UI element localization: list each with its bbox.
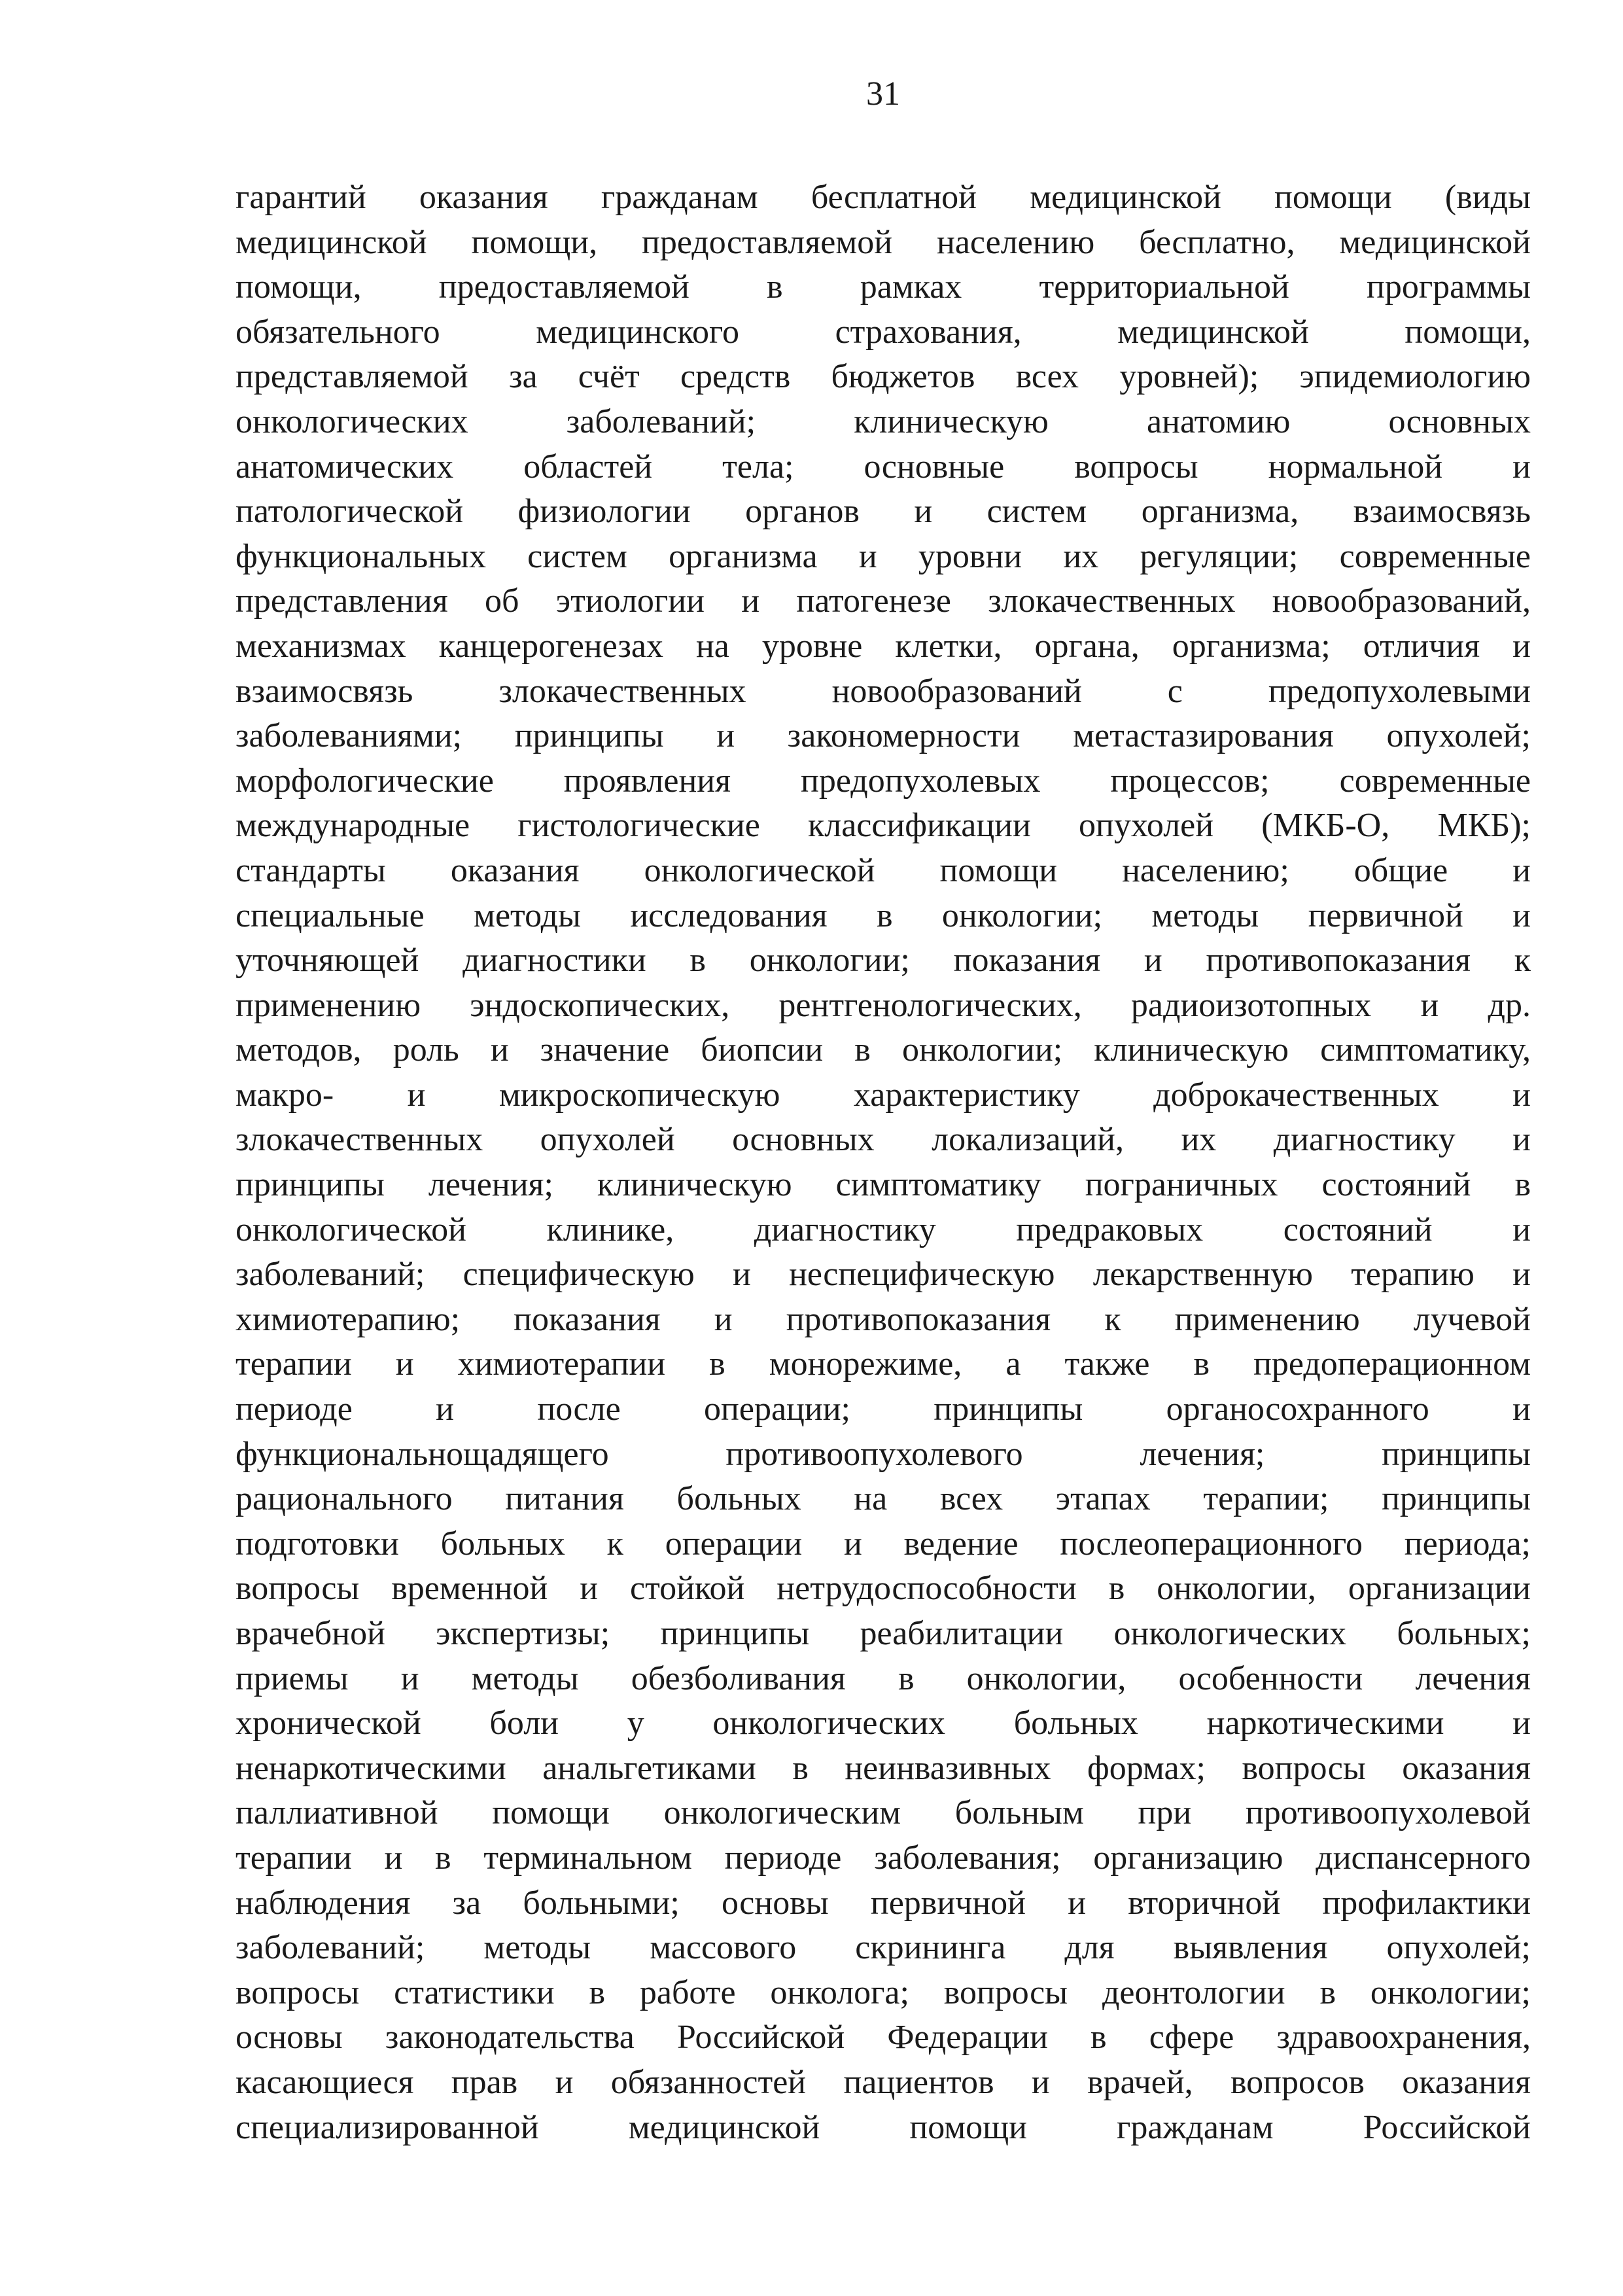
text-line: международные гистологические классификации опухолей (МКБ-О, МКБ); [236,807,1531,845]
text-line: представляемой за счёт средств бюджетов всех уровней); эпидемиологию [236,358,1531,396]
text-line: функциональнощадящего противоопухолевого лечения; принципы [236,1435,1531,1473]
text-line: стандарты оказания онкологической помощи населению; общие и [236,851,1531,889]
text-line: анатомических областей тела; основные вопросы нормальной и [236,448,1531,486]
text-line: специализированной медицинской помощи гражданам Российской [236,2108,1531,2146]
text-line: вопросы статистики в работе онколога; вопросы деонтологии в онкологии; [236,1973,1531,2011]
text-line: паллиативной помощи онкологическим больным при противоопухолевой [236,1794,1531,1832]
text-line: заболеваний; специфическую и неспецифическую лекарственную терапию и [236,1256,1531,1294]
text-line: ненаркотическими анальгетиками в неинвазивных формах; вопросы оказания [236,1749,1531,1787]
text-line: специальные методы исследования в онкологии; методы первичной и [236,896,1531,934]
text-line: гарантий оказания гражданам бесплатной медицинской помощи (виды [236,179,1531,216]
text-line: врачебной экспертизы; принципы реабилитации онкологических больных; [236,1615,1531,1652]
text-line: вопросы временной и стойкой нетрудоспособности в онкологии, организации [236,1570,1531,1608]
body-text [236,175,1531,2150]
text-line: механизмах канцерогенезах на уровне клетки, органа, организма; отличия и [236,627,1531,665]
text-line: рационального питания больных на всех этапах терапии; принципы [236,1480,1531,1518]
text-line: химиотерапию; показания и противопоказания к применению лучевой [236,1300,1531,1338]
text-line: терапии и в терминальном периоде заболевания; организацию диспансерного [236,1839,1531,1877]
text-line: онкологических заболеваний; клиническую анатомию основных [236,402,1531,440]
text-line: применению эндоскопических, рентгенологических, радиоизотопных и др. [236,986,1531,1024]
text-line: основы законодательства Российской Федерации в сфере здравоохранения, [236,2019,1531,2057]
text-line: периоде и после операции; принципы органосохранного и [236,1390,1531,1428]
text-line: заболеваниями; принципы и закономерности метастазирования опухолей; [236,717,1531,755]
text-line: злокачественных опухолей основных локализаций, их диагностику и [236,1121,1531,1159]
text-line: методов, роль и значение биопсии в онкологии; клиническую симптоматику, [236,1031,1531,1069]
text-line: морфологические проявления предопухолевых процессов; современные [236,762,1531,800]
text-line: уточняющей диагностики в онкологии; показания и противопоказания к [236,942,1531,980]
page-number: 31 [866,75,900,113]
text-line: принципы лечения; клиническую симптоматику пограничных состояний в [236,1166,1531,1204]
text-line: подготовки больных к операции и ведение послеоперационного периода; [236,1525,1531,1563]
text-line: патологической физиологии органов и систем организма, взаимосвязь [236,493,1531,531]
text-line: заболеваний; методы массового скрининга для выявления опухолей; [236,1929,1531,1967]
text-line: взаимосвязь злокачественных новообразований с предопухолевыми [236,672,1531,710]
text-line: макро- и микроскопическую характеристику доброкачественных и [236,1076,1531,1114]
text-line: помощи, предоставляемой в рамках территориальной программы [236,268,1531,306]
text-line: представления об этиологии и патогенезе злокачественных новообразований, [236,582,1531,620]
text-line: терапии и химиотерапии в монорежиме, а также в предоперационном [236,1345,1531,1383]
text-line: функциональных систем организма и уровни их регуляции; современные [236,537,1531,575]
text-line: медицинской помощи, предоставляемой населению бесплатно, медицинской [236,223,1531,261]
text-line: приемы и методы обезболивания в онкологии, особенности лечения [236,1659,1531,1697]
text-line: онкологической клинике, диагностику предраковых состояний и [236,1210,1531,1248]
text-line: обязательного медицинского страхования, медицинской помощи, [236,313,1531,351]
text-line: наблюдения за больными; основы первичной и вторичной профилактики [236,1884,1531,1922]
text-line: хронической боли у онкологических больных наркотическими и [236,1704,1531,1742]
text-line: касающиеся прав и обязанностей пациентов и врачей, вопросов оказания [236,2063,1531,2101]
